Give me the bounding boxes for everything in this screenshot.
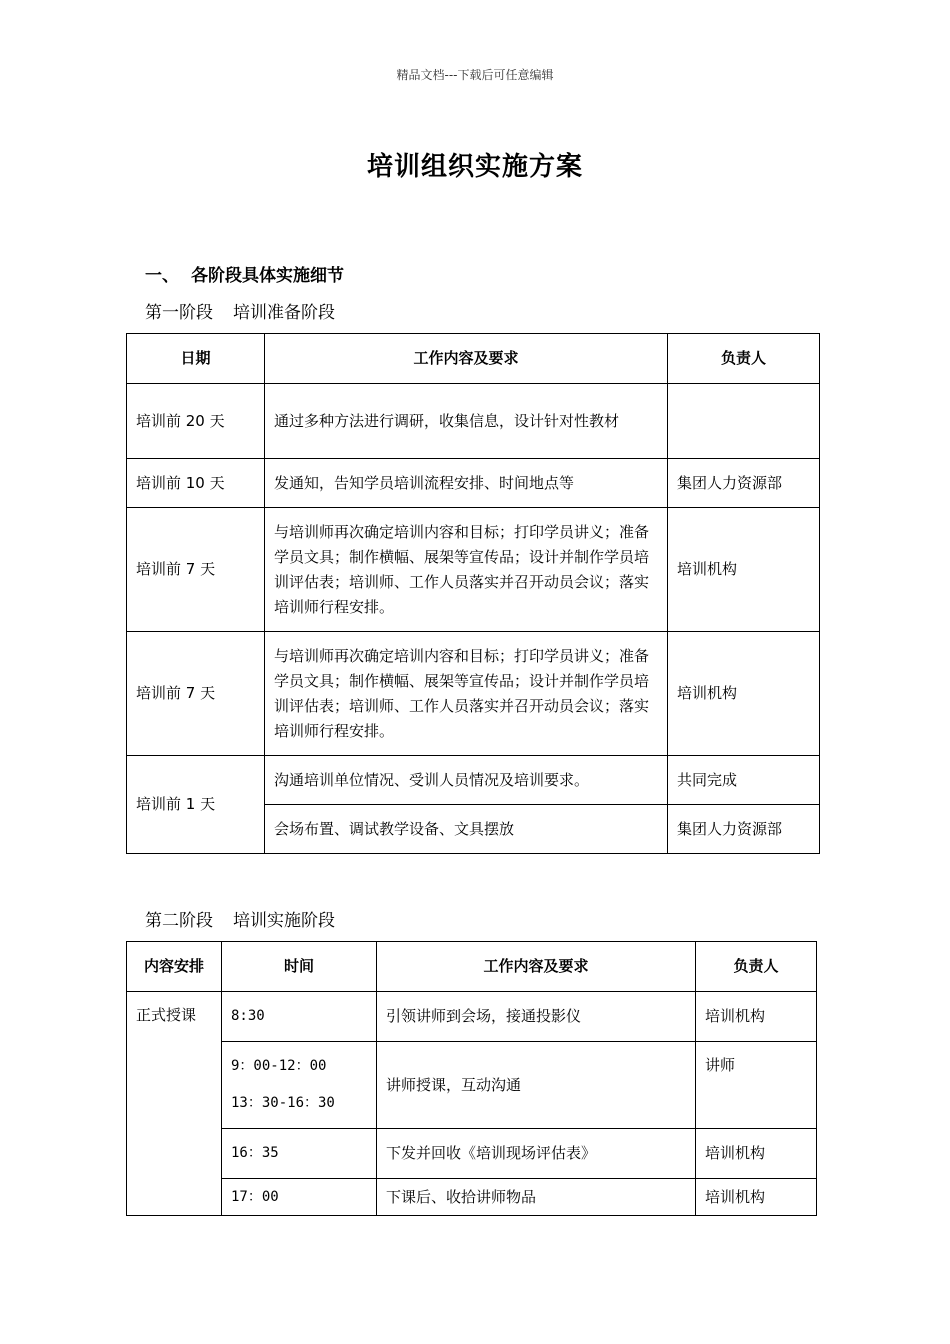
table-header-row <box>127 942 817 992</box>
table-row <box>127 384 820 459</box>
table-row <box>127 459 820 508</box>
row-content: 发通知，告知学员培训流程安排、时间地点等 <box>265 459 668 508</box>
row-owner: 培训机构 <box>696 992 817 1042</box>
row-date: 培训前 20 天 <box>127 384 265 459</box>
table-row <box>127 992 817 1042</box>
section-heading <box>145 261 344 286</box>
row-time <box>222 1042 377 1129</box>
row-category: 正式授课 <box>127 992 222 1216</box>
row-date: 培训前 7 天 <box>127 632 265 756</box>
row-content: 会场布置、调试教学设备、文具摆放 <box>265 805 668 854</box>
row-content: 引领讲师到会场，接通投影仪 <box>377 992 696 1042</box>
column-header-category: 内容安排 <box>127 942 222 992</box>
row-date: 培训前 7 天 <box>127 508 265 632</box>
stage1-label: 第一阶段 <box>145 303 213 323</box>
column-header-owner: 负责人 <box>668 334 820 384</box>
stage2-title <box>145 906 335 931</box>
table-row <box>127 756 820 805</box>
row-owner: 培训机构 <box>668 632 820 756</box>
table-row <box>127 1042 817 1129</box>
row-owner: 集团人力资源部 <box>668 805 820 854</box>
row-owner: 培训机构 <box>696 1179 817 1216</box>
column-header-time: 时间 <box>222 942 377 992</box>
row-time-line1: 9：00-12：00 <box>231 1058 327 1074</box>
header-note: 精品文档---下载后可任意编辑 <box>396 68 554 82</box>
row-content: 沟通培训单位情况、受训人员情况及培训要求。 <box>265 756 668 805</box>
row-content: 下课后、收拾讲师物品 <box>377 1179 696 1216</box>
stage2-name: 培训实施阶段 <box>233 911 335 931</box>
row-time-line2: 13：30-16：30 <box>231 1095 335 1111</box>
column-header-content: 工作内容及要求 <box>377 942 696 992</box>
table-row <box>127 508 820 632</box>
row-content: 与培训师再次确定培训内容和目标；打印学员讲义；准备学员文具；制作横幅、展架等宣传品；设计并制作学员培训评估表；培训师、工作人员落实并召开动员会议；落实培训师行程安排。 <box>265 632 668 756</box>
row-owner: 共同完成 <box>668 756 820 805</box>
table-row <box>127 1179 817 1216</box>
row-date: 培训前 10 天 <box>127 459 265 508</box>
stage2-table <box>126 941 817 1216</box>
row-content: 与培训师再次确定培训内容和目标；打印学员讲义；准备学员文具；制作横幅、展架等宣传品；设计并制作学员培训评估表；培训师、工作人员落实并召开动员会议；落实培训师行程安排。 <box>265 508 668 632</box>
column-header-owner: 负责人 <box>696 942 817 992</box>
section-heading-text: 各阶段具体实施细节 <box>191 266 344 286</box>
document-title: 培训组织实施方案 <box>366 152 583 182</box>
column-header-date: 日期 <box>127 334 265 384</box>
row-owner: 培训机构 <box>696 1129 817 1179</box>
row-owner: 讲师 <box>696 1042 817 1129</box>
table-row <box>127 632 820 756</box>
row-owner: 集团人力资源部 <box>668 459 820 508</box>
table-header-row <box>127 334 820 384</box>
stage1-name: 培训准备阶段 <box>233 303 335 323</box>
stage1-table <box>126 333 820 854</box>
row-content: 下发并回收《培训现场评估表》 <box>377 1129 696 1179</box>
row-date: 培训前 1 天 <box>127 756 265 854</box>
column-header-content: 工作内容及要求 <box>265 334 668 384</box>
row-owner: 培训机构 <box>668 508 820 632</box>
row-content: 通过多种方法进行调研，收集信息，设计针对性教材 <box>265 384 668 459</box>
row-time: 16：35 <box>222 1129 377 1179</box>
stage1-title <box>145 298 335 323</box>
row-time: 17：00 <box>222 1179 377 1216</box>
row-owner <box>668 384 820 459</box>
stage2-label: 第二阶段 <box>145 911 213 931</box>
row-content: 讲师授课，互动沟通 <box>377 1042 696 1129</box>
table-row <box>127 1129 817 1179</box>
section-number: 一、 <box>145 266 179 286</box>
row-time: 8:30 <box>222 992 377 1042</box>
